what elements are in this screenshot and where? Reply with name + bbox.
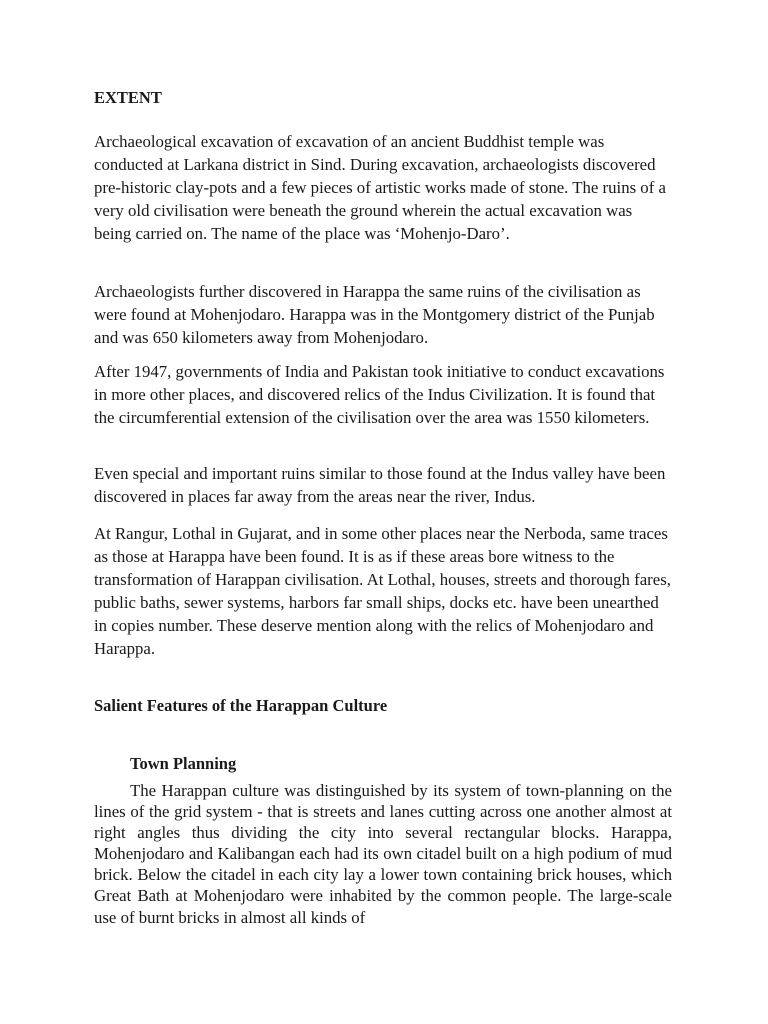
extent-paragraph-4: Even special and important ruins similar to those found at the Indus valley have been discovered in places far away from the areas near the river, Indus. — [94, 464, 666, 507]
extent-paragraph-5: At Rangur, Lothal in Gujarat, and in some other places near the Nerboda, same traces as those at Harappa have been found. It is as if these areas bore witness to the transformation of Harappan civilisation. At Lothal, houses, streets and thorough fares, public baths, sewer systems, harbors far small ships, docks etc. have been unearthed in copies number. These deserve mention along with the relics of Mohenjodaro and Harappa. — [94, 524, 671, 659]
extent-paragraph-1: Archaeological excavation of excavation of an ancient Buddhist temple was conducted at Larkana district in Sind. During excavation, archaeologists discovered pre-historic clay-pots and a few pieces of artistic works made of stone. The ruins of a very old civilisation were beneath the ground wherein the actual excavation was being carried on. The name of the place was ‘Mohenjo-Daro’. — [94, 132, 666, 244]
town-planning-paragraph: The Harappan culture was distinguished by its system of town-planning on the lines of the grid system - that is streets and lanes cutting across one another almost at right angles thus dividing the city into several rectangular blocks. Harappa, Mohenjodaro and Kalibangan each had its own citadel built on a high podium of mud brick. Below the citadel in each city lay a lower town containing brick houses, which Great Bath at Mohenjodaro were inhabited by the common people. The large-scale use of burnt bricks in almost all kinds of — [94, 781, 672, 927]
salient-features-heading: Salient Features of the Harappan Culture — [94, 696, 388, 715]
town-planning-heading: Town Planning — [130, 754, 237, 773]
extent-paragraph-3: After 1947, governments of India and Pakistan took initiative to conduct excavations in more other places, and discovered relics of the Indus Civilization. It is found that the circumferential extension of the civilisation over the area was 1550 kilometers. — [94, 362, 665, 428]
extent-paragraph-2: Archaeologists further discovered in Harappa the same ruins of the civilisation as were found at Mohenjodaro. Harappa was in the Montgomery district of the Punjab and was 650 kilometers away from Mohenjodaro. — [94, 282, 655, 348]
extent-heading: EXTENT — [94, 88, 162, 107]
